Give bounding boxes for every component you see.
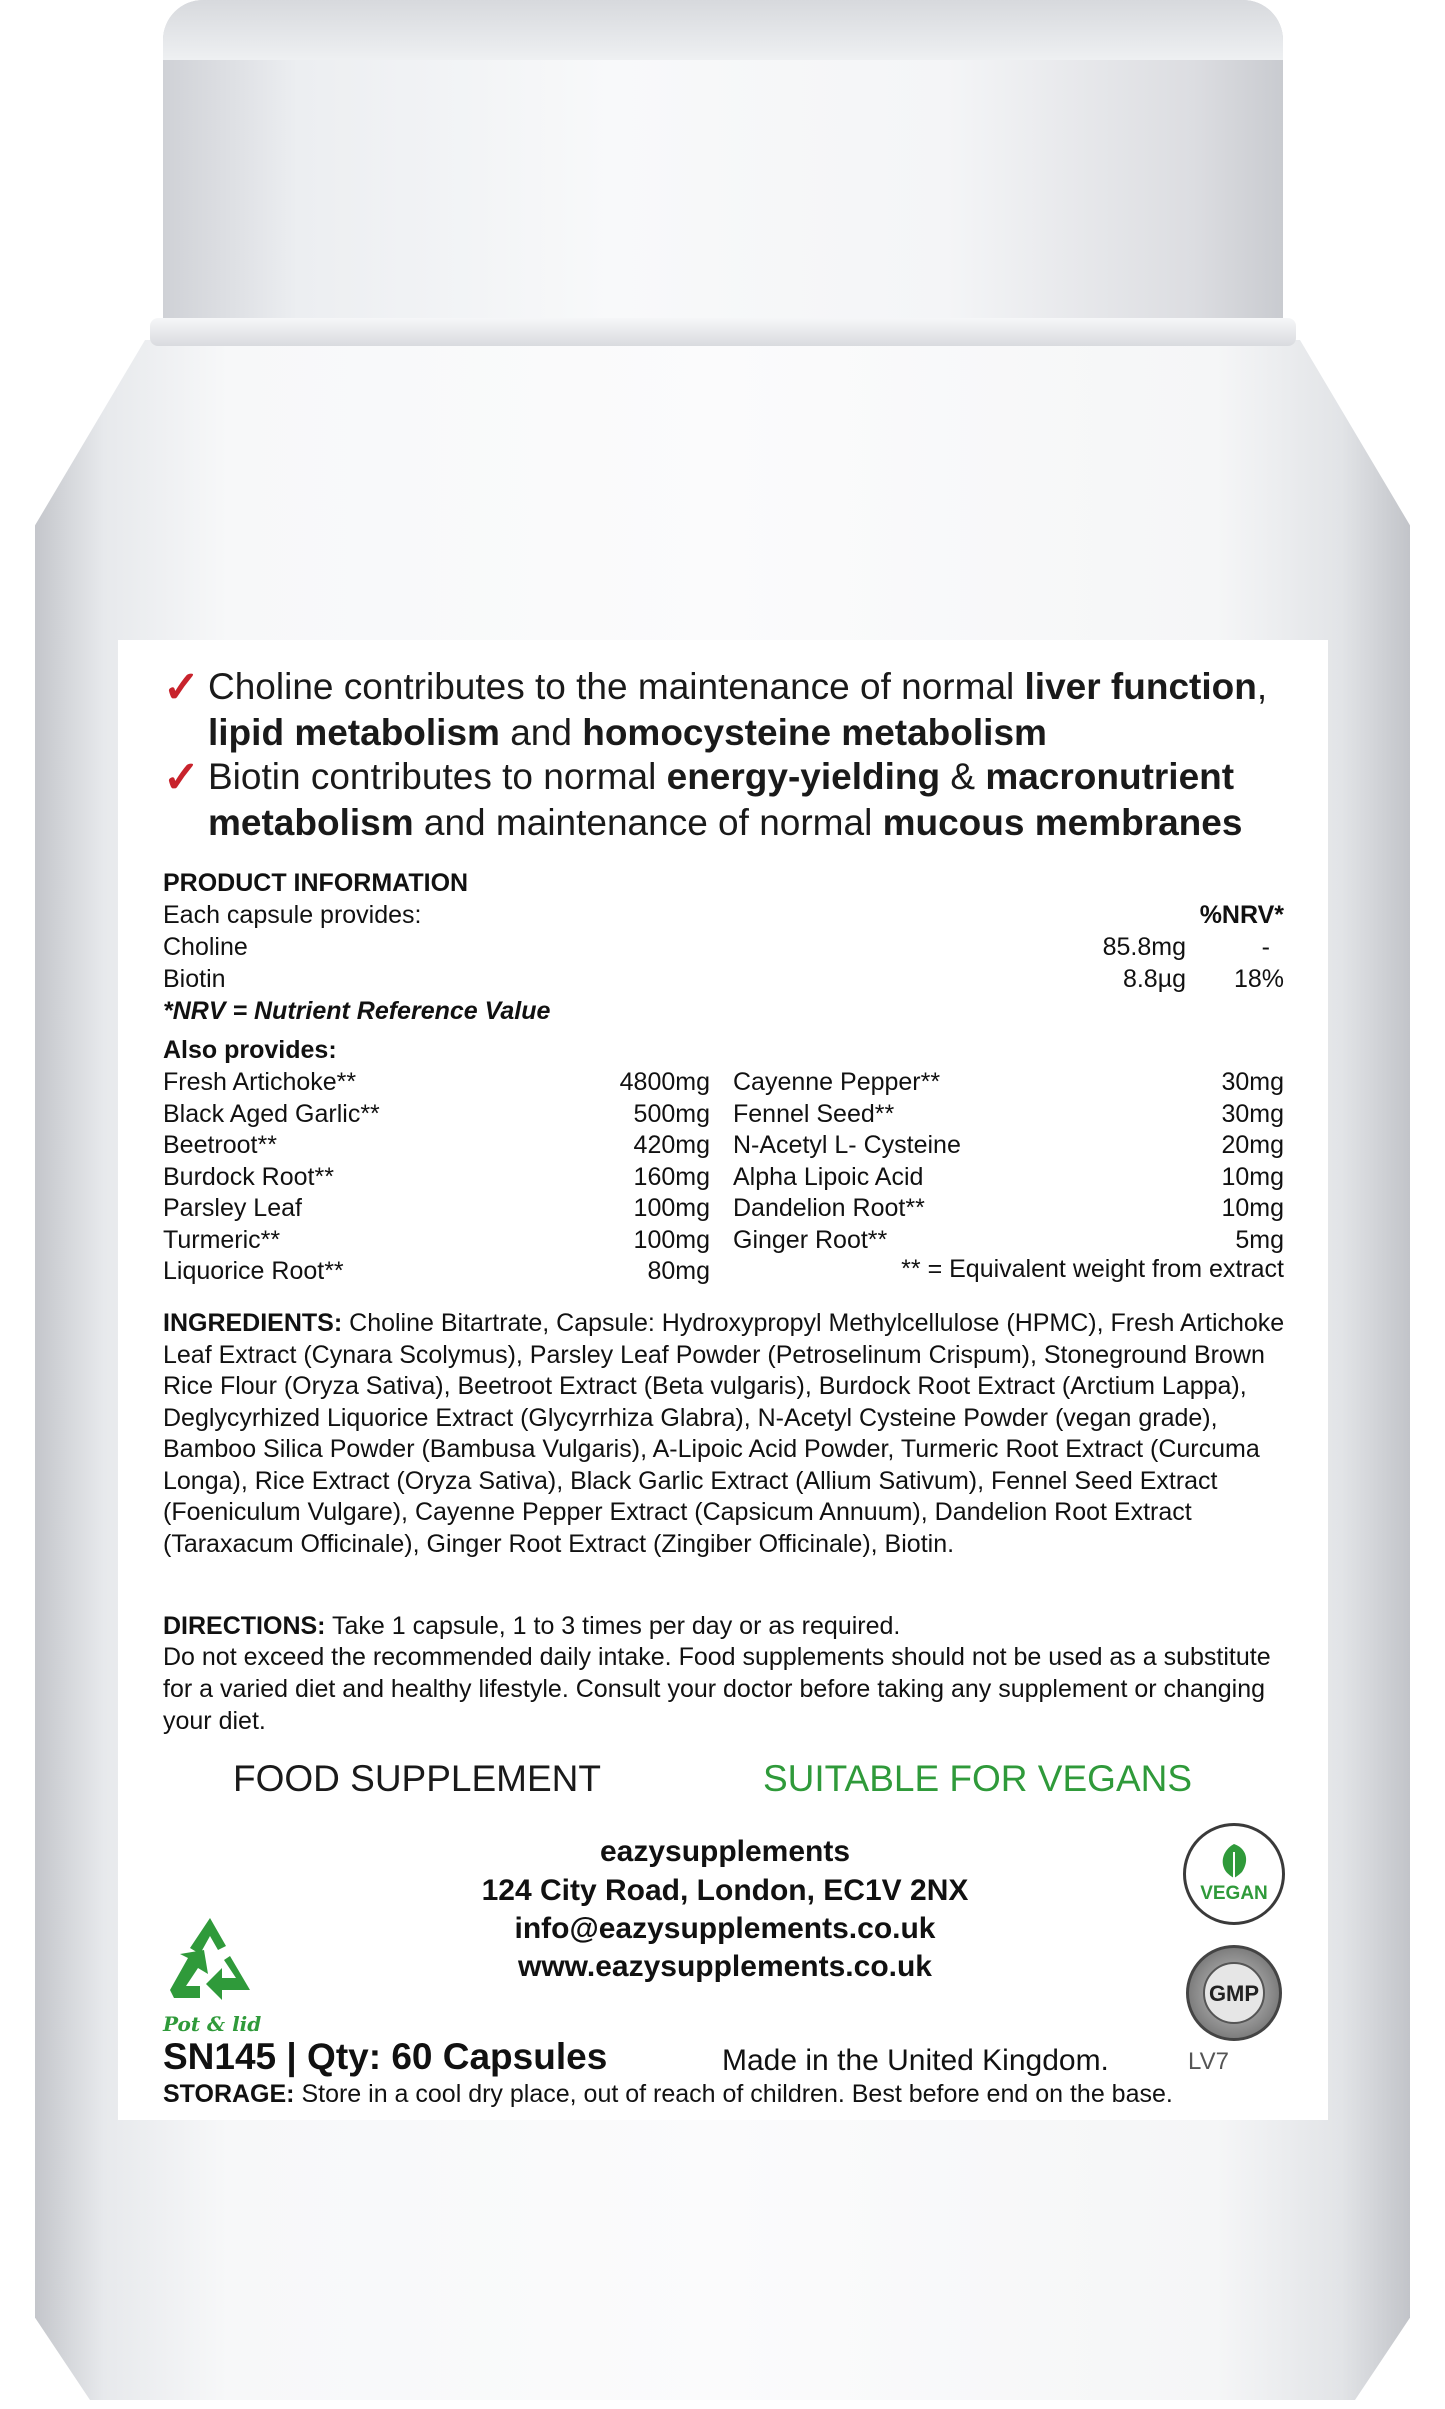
- each-capsule-text: Each capsule provides:: [163, 901, 422, 929]
- also-provides-name: Beetroot**: [163, 1131, 277, 1159]
- nrv-note: *NRV = Nutrient Reference Value: [163, 997, 551, 1025]
- also-provides-amount: 100mg: [633, 1225, 710, 1254]
- nutrient-amount: 85.8mg: [1102, 933, 1186, 961]
- also-provides-heading: Also provides:: [163, 1036, 337, 1064]
- nutrient-name: Choline: [163, 933, 248, 961]
- vegan-badge: [1183, 1823, 1285, 1925]
- nutrient-nrv: 18%: [1233, 965, 1284, 993]
- also-provides-name: Ginger Root**: [733, 1225, 888, 1254]
- sku-quantity: SN145 | Qty: 60 Capsules: [163, 2036, 608, 2077]
- company-address: 124 City Road, London, EC1V 2NX: [481, 1874, 969, 1907]
- nutrient-nrv: -: [1261, 933, 1270, 961]
- recycle-caption: Pot & lid: [163, 2012, 262, 2036]
- also-provides-amount: 5mg: [1235, 1225, 1284, 1254]
- also-provides-name: Liquorice Root**: [163, 1257, 344, 1285]
- bottle-lid-rim: [150, 318, 1296, 346]
- claim-2-line-1: Biotin contributes to normal energy-yielding & macronutrient: [208, 756, 1235, 797]
- claim-1-line-1: Choline contributes to the maintenance of normal liver function,: [208, 666, 1268, 707]
- food-supplement-text: FOOD SUPPLEMENT: [233, 1758, 601, 1799]
- suitable-for-vegans-text: SUITABLE FOR VEGANS: [763, 1758, 1193, 1799]
- directions-line: DIRECTIONS: Take 1 capsule, 1 to 3 times per day or as required.: [163, 1612, 901, 1640]
- ingredients-text: INGREDIENTS: Choline Bitartrate, Capsule: Hydroxypropyl Methylcellulose (HPMC), Fresh Artichoke Leaf Extract (Cynara Scolymus), Parsley Leaf Powder (Petroselinum Crispum), Stoneground Brown Rice Flour (Oryza Sativa), Beetroot Extract (Beta vulgaris), Burdock Root Extract (Arctium Lappa), Deglycyrhized Liquorice Extract (Glycyrrhiza Glabra), N-Acetyl Cysteine Powder (vegan grade), Bamboo Silica Powder (Bambusa Vulgaris), A-Lipoic Acid Powder, Turmeric Root Extract (Curcuma Longa), Rice Extract (Oryza Sativa), Black Garlic Extract (Allium Sativum), Fennel Seed Extract (Foeniculum Vulgare), Cayenne Pepper Extract (Capsicum Annuum), Dandelion Root Extract (Taraxacum Officinale), Ginger Root Extract (Zingiber Officinale), Biotin.: [163, 1309, 1285, 1558]
- also-provides-amount: 80mg: [647, 1257, 710, 1285]
- also-provides-amount: 500mg: [633, 1099, 710, 1128]
- recycle-icon: [160, 1910, 260, 2010]
- also-provides-name: Dandelion Root**: [733, 1194, 925, 1222]
- also-provides-name: N-Acetyl L- Cysteine: [733, 1131, 961, 1159]
- storage-text: STORAGE: Store in a cool dry place, out of reach of children. Best before end on the base.: [163, 2080, 1173, 2108]
- gmp-badge-text: GMP: [1208, 1981, 1260, 2006]
- also-provides-amount: 420mg: [633, 1131, 710, 1159]
- also-provides-amount: 30mg: [1221, 1099, 1284, 1128]
- also-provides-name: Turmeric**: [163, 1225, 281, 1254]
- also-provides-amount: 100mg: [633, 1194, 710, 1222]
- also-provides-name: Cayenne Pepper**: [733, 1068, 941, 1096]
- check-icon: ✓: [163, 753, 200, 802]
- nutrient-amount: 8.8µg: [1122, 965, 1186, 993]
- nutrient-name: Biotin: [163, 965, 226, 993]
- also-provides-amount: 10mg: [1221, 1194, 1284, 1222]
- product-info-heading: PRODUCT INFORMATION: [163, 869, 469, 897]
- vegan-badge-text: VEGAN: [1200, 1883, 1268, 1904]
- also-provides-amount: 30mg: [1221, 1068, 1284, 1096]
- extract-note: ** = Equivalent weight from extract: [901, 1255, 1284, 1283]
- company-name: eazysupplements: [599, 1835, 851, 1868]
- also-provides-name: Fennel Seed**: [733, 1099, 895, 1128]
- version-code: LV7: [1188, 2048, 1229, 2075]
- company-email: info@eazysupplements.co.uk: [514, 1912, 936, 1945]
- also-provides-name: Alpha Lipoic Acid: [733, 1162, 924, 1191]
- made-in-text: Made in the United Kingdom.: [722, 2044, 1109, 2077]
- also-provides-name: Fresh Artichoke**: [163, 1068, 357, 1096]
- also-provides-name: Parsley Leaf: [163, 1194, 302, 1222]
- also-provides-amount: 20mg: [1221, 1131, 1284, 1159]
- claim-1-line-2: lipid metabolism and homocysteine metabolism: [208, 712, 1047, 753]
- company-website: www.eazysupplements.co.uk: [517, 1950, 932, 1983]
- gmp-badge: [1186, 1945, 1282, 2041]
- claim-2-line-2: metabolism and maintenance of normal mucous membranes: [208, 802, 1243, 843]
- leaf-icon: [1186, 1826, 1282, 1922]
- also-provides-amount: 160mg: [633, 1162, 710, 1191]
- directions-warning: Do not exceed the recommended daily intake. Food supplements should not be used as a substitute for a varied diet and healthy lifestyle. Consult your doctor before taking any supplement or changing your diet.: [163, 1643, 1271, 1735]
- also-provides-amount: 4800mg: [619, 1068, 710, 1096]
- also-provides-name: Burdock Root**: [163, 1162, 334, 1191]
- also-provides-amount: 10mg: [1221, 1162, 1284, 1191]
- also-provides-name: Black Aged Garlic**: [163, 1099, 380, 1128]
- check-icon: ✓: [163, 663, 200, 712]
- nrv-header: %NRV*: [1199, 901, 1284, 929]
- bottle-lid-top: [163, 0, 1283, 60]
